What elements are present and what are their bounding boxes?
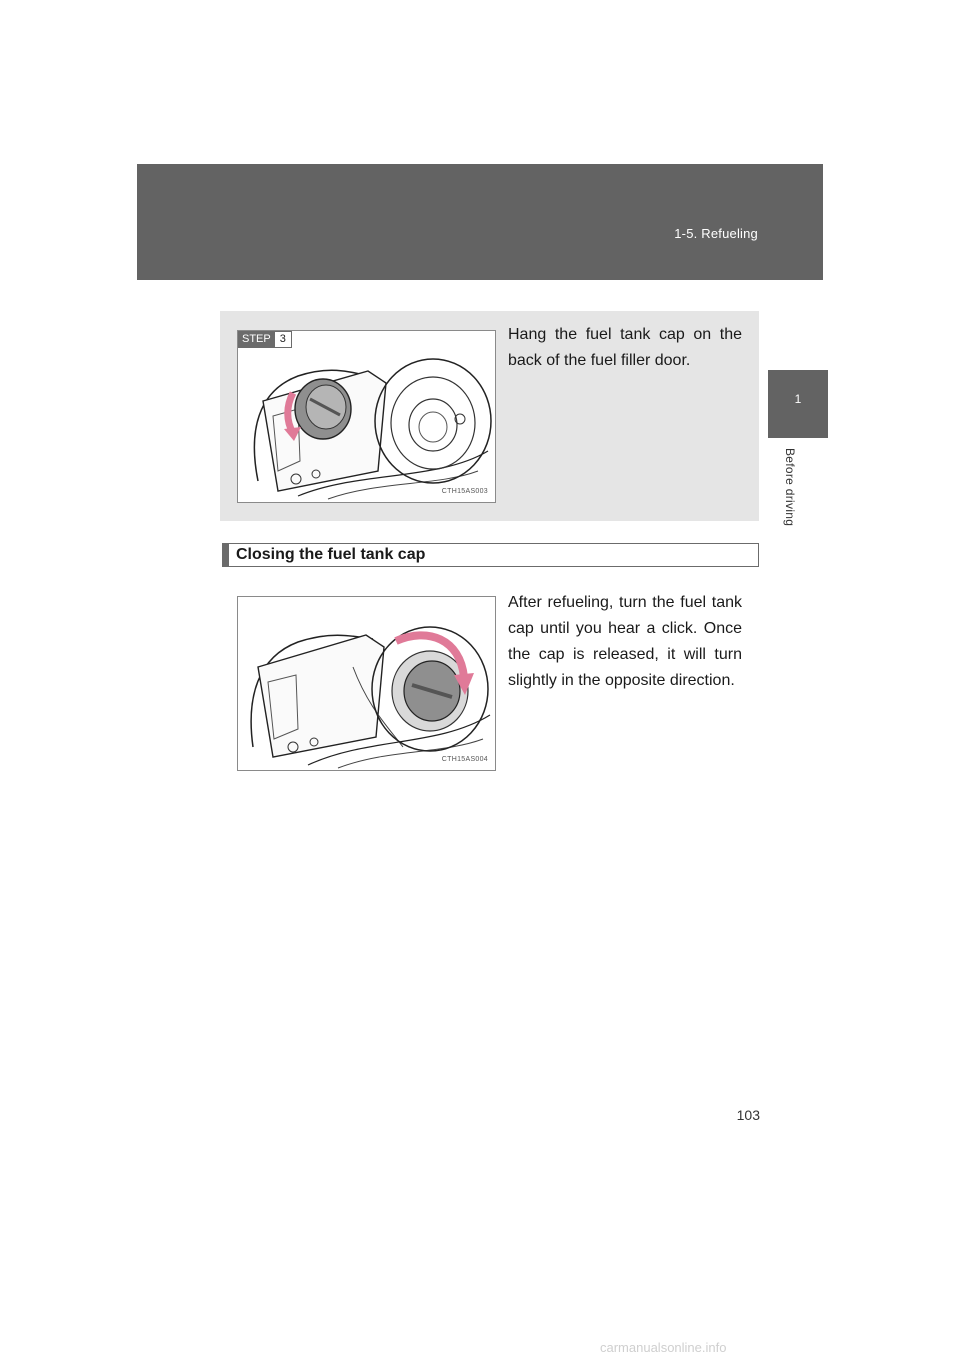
step-badge-label: STEP — [238, 331, 275, 348]
step-3-illustration — [237, 330, 496, 503]
chapter-label: Before driving — [783, 448, 797, 527]
section-heading — [222, 543, 759, 567]
section-heading-text: Closing the fuel tank cap — [236, 546, 426, 563]
page-number: 103 — [736, 1107, 760, 1123]
image-code: CTH15AS004 — [441, 756, 488, 763]
watermark: carmanualsonline.info — [600, 1340, 727, 1355]
closing-illustration — [237, 596, 496, 771]
step-badge-number: 3 — [275, 331, 292, 348]
page-header — [137, 164, 823, 280]
step-3-text: Hang the fuel tank cap on the back of the fuel filler door. — [508, 326, 742, 369]
fuel-cap-closing-illustration — [238, 597, 495, 770]
step-3-panel — [220, 311, 759, 521]
image-code: CTH15AS003 — [441, 488, 488, 495]
fuel-door-cap-hung-illustration — [238, 331, 495, 502]
step-badge — [238, 331, 292, 348]
chapter-number: 1 — [794, 392, 802, 406]
chapter-tab — [768, 370, 828, 438]
section-title: 1-5. Refueling — [674, 226, 758, 241]
closing-text: After refueling, turn the fuel tank cap until you hear a click. Once the cap is released, it will turn slightly in the opposite direction. — [508, 594, 742, 689]
